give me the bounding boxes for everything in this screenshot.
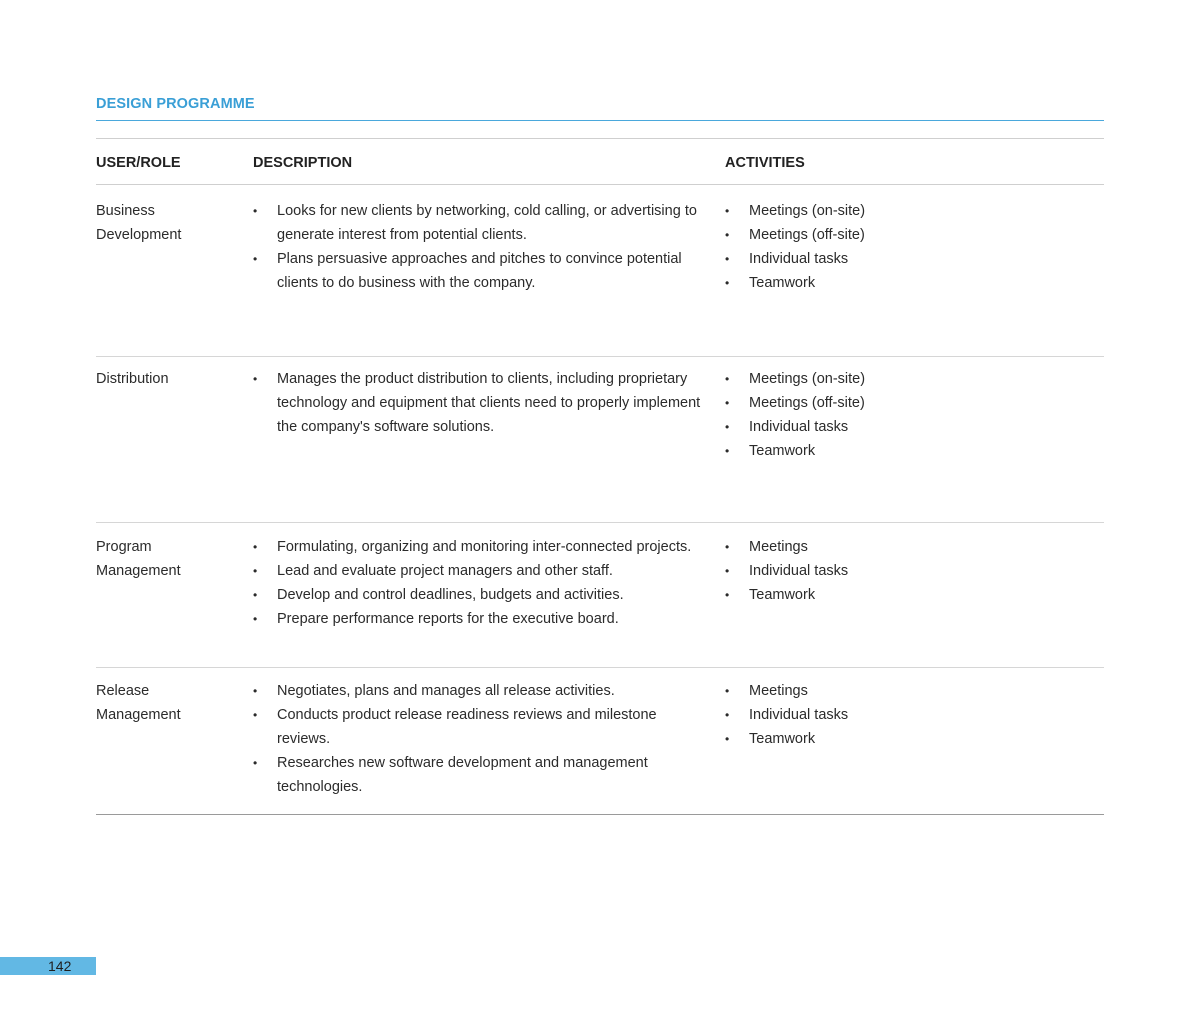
table-row (96, 535, 1104, 668)
activity-item: • Meetings (on-site) (725, 199, 985, 223)
role-cell (96, 679, 236, 727)
row-divider (96, 356, 1104, 357)
description-item: • Negotiates, plans and manages all release activities. (253, 679, 703, 703)
activity-item: • Individual tasks (725, 559, 985, 583)
activity-item: • Individual tasks (725, 247, 985, 271)
table-top-divider (96, 138, 1104, 139)
description-cell (253, 367, 703, 439)
page-number-tab (0, 957, 96, 975)
role-line: Development (96, 227, 182, 243)
activities-cell (725, 679, 985, 751)
description-item: • Prepare performance reports for the executive board. (253, 607, 703, 631)
description-item: • Researches new software development and management technologies. (253, 751, 703, 799)
activities-cell (725, 367, 985, 463)
activity-item: • Meetings (off-site) (725, 391, 985, 415)
title-divider (96, 120, 1104, 121)
activities-cell (725, 199, 985, 295)
table-header (96, 155, 1104, 175)
activity-item: • Meetings (725, 679, 985, 703)
description-item: • Looks for new clients by networking, cold calling, or advertising to generate interest from potential clients. (253, 199, 703, 247)
role-line: Management (96, 707, 181, 723)
role-line: Program (96, 539, 152, 555)
role-line: Business (96, 203, 155, 219)
activity-item: • Meetings (725, 535, 985, 559)
header-user-role: USER/ROLE (96, 155, 181, 171)
activity-item: • Meetings (off-site) (725, 223, 985, 247)
table-row (96, 199, 1104, 357)
row-divider (96, 667, 1104, 668)
role-cell (96, 535, 236, 583)
activity-item: • Teamwork (725, 439, 985, 463)
description-cell (253, 535, 703, 631)
section-title: DESIGN PROGRAMME (96, 96, 255, 112)
row-divider (96, 522, 1104, 523)
activity-item: • Teamwork (725, 583, 985, 607)
table-bottom-divider (96, 814, 1104, 815)
table-row (96, 679, 1104, 815)
role-line: Release (96, 683, 150, 699)
role-cell (96, 367, 236, 391)
header-description: DESCRIPTION (253, 155, 353, 171)
description-item: • Develop and control deadlines, budgets and activities. (253, 583, 703, 607)
table-row (96, 367, 1104, 523)
description-cell (253, 679, 703, 799)
description-item: • Lead and evaluate project managers and other staff. (253, 559, 703, 583)
header-activities: ACTIVITIES (725, 155, 805, 171)
activity-item: • Individual tasks (725, 703, 985, 727)
role-line: Management (96, 563, 181, 579)
activity-item: • Teamwork (725, 271, 985, 295)
description-cell (253, 199, 703, 295)
activity-item: • Teamwork (725, 727, 985, 751)
role-line: Distribution (96, 371, 169, 387)
description-item: • Plans persuasive approaches and pitches to convince potential clients to do business with the company. (253, 247, 703, 295)
description-item: • Manages the product distribution to clients, including proprietary technology and equipment that clients need to properly implement the company's software solutions. (253, 367, 703, 439)
description-item: • Formulating, organizing and monitoring inter-connected projects. (253, 535, 703, 559)
activities-cell (725, 535, 985, 607)
role-cell (96, 199, 236, 247)
activity-item: • Meetings (on-site) (725, 367, 985, 391)
page-number: 142 (48, 958, 72, 974)
description-item: • Conducts product release readiness reviews and milestone reviews. (253, 703, 703, 751)
header-divider (96, 184, 1104, 185)
activity-item: • Individual tasks (725, 415, 985, 439)
